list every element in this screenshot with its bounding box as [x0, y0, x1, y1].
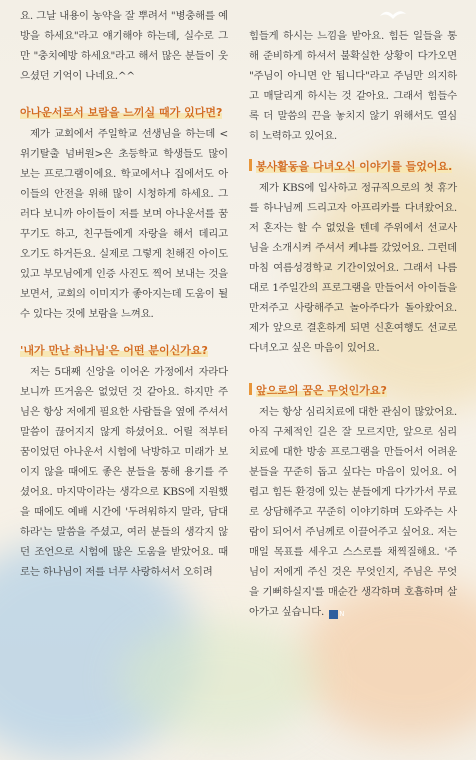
- heading-accent-bar: [249, 383, 252, 395]
- section-body-reward: 제가 교회에서 주일학교 선생님을 하는데 <위기탈출 넘버원>은 초등학교 학생들도 많이 보는 프로그램이에요. 학교에서나 집에서도 아이들의 안전을 위해 많이 시청하게 하세요. 그러다 보니까 아이들이 저를 보며 아나운서를 꿈꾸기도 하고, 친구들에게 자랑을 해서 데리고 오기도 하거든요. 실제로 그렇게 친해진 아이도 있고 부모님에게 인증 사진도 찍어 보내는 것을 보면서, 교회의 이미지가 좋아지는데 도움이 될 수 있다는 것에 보람을 느껴요.: [20, 128, 228, 320]
- right-column: [249, 0, 457, 622]
- intro-paragraph: 요. 그날 내용이 농약을 잘 뿌려서 "병충해를 예방을 하세요"라고 얘기해야 하는데, 실수로 그만 "충치예방 하세요"라고 해서 많은 분들이 웃으셨던 기억이 나네요.^^: [20, 10, 228, 82]
- heading-accent-bar: [249, 159, 252, 171]
- watercolor-wash-green: [120, 620, 320, 740]
- heading-text: '내가 만난 하나님'은 어떤 분이신가요?: [20, 344, 208, 357]
- heading-text: 봉사활동을 다녀오신 이야기를 들었어요.: [256, 160, 453, 173]
- intro-paragraph: 힘들게 하시는 느낌을 받아요. 힘든 일들을 통해 준비하게 하셔서 불확실한 상황이 다가오면 "주님이 아니면 안 됩니다"라고 주님만 의지하고 매달리게 하시는 것 같아요. 그래서 힘들수록 더 말씀의 끈을 놓치지 않기 위해서도 열심히 노력하고 있어요.: [249, 30, 457, 142]
- section-heading-reward: [20, 104, 228, 122]
- section-body-volunteer: 제가 KBS에 입사하고 정규직으로의 첫 휴가를 하나님께 드리고자 아프리카를 다녀왔어요. 저 혼자는 할 수 없었을 텐데 주위에서 선교사님을 소개시켜 주셔서 케냐를 갔었어요. 그런데 마침 여름성경학교 기간이었어요. 그래서 나름대로 1주일간의 프로그램을 만들어서 아이들을 만져주고 사랑해주고 놀아주다가 돌아왔어요. 제가 앞으로 결혼하게 되면 신혼여행도 선교로 다녀오고 싶은 마음이 있어요.: [249, 182, 457, 354]
- section-body-dream: [249, 402, 457, 622]
- section-heading-god: [20, 342, 228, 360]
- section-body-god: 저는 5대째 신앙을 이어온 가정에서 자라다 보니까 뜨거움은 없었던 것 같아요. 하지만 주님은 항상 저에게 필요한 사람들을 옆에 주셔서 말씀이 끊어지지 않게 하셨어요. 어릴 적부터 꿈이었던 아나운서 시험에 낙방하고 미래가 보이지 않을 때에도 좋은 분들을 통해 용기를 주셨어요. 마지막이라는 생각으로 KBS에 지원했을 때에도 예배 시간에 '두려워하지 말라, 담대하라'는 말씀을 주셨고, 여러 분들의 생각지 않던 조언으로 시험에 많은 도움을 받았어요. 때로는 하나님이 저를 너무 사랑하셔서 오히려: [20, 366, 228, 578]
- left-column: [20, 0, 228, 582]
- section-heading-dream: [249, 382, 457, 400]
- end-mark-icon: N: [329, 610, 338, 619]
- heading-text: 아나운서로서 보람을 느끼실 때가 있다면?: [20, 106, 223, 119]
- section-heading-volunteer: [249, 158, 457, 176]
- heading-text: 앞으로의 꿈은 무엇인가요?: [256, 384, 387, 397]
- section-body-dream-text: 저는 항상 심리치료에 대한 관심이 많았어요. 아직 구체적인 길은 잘 모르지만, 앞으로 심리치료에 대한 방송 프로그램을 만들어서 어려운 분들을 꾸준히 돕고 싶다는 마음이 있어요. 어렵고 힘든 환경에 있는 분들에게 다가가서 무료로 상담해주고 꾸준히 이야기하며 도와주는 사람이 되어서 주님께로 이끌어주고 싶어요. 저는 매일 목표를 세우고 스스로를 채찍질해요. '주님이 저에게 주신 것은 무엇인지, 주님은 무엇을 기뻐하실지'를 매순간 생각하며 호흡하며 살아가고 싶습니다.: [249, 406, 457, 618]
